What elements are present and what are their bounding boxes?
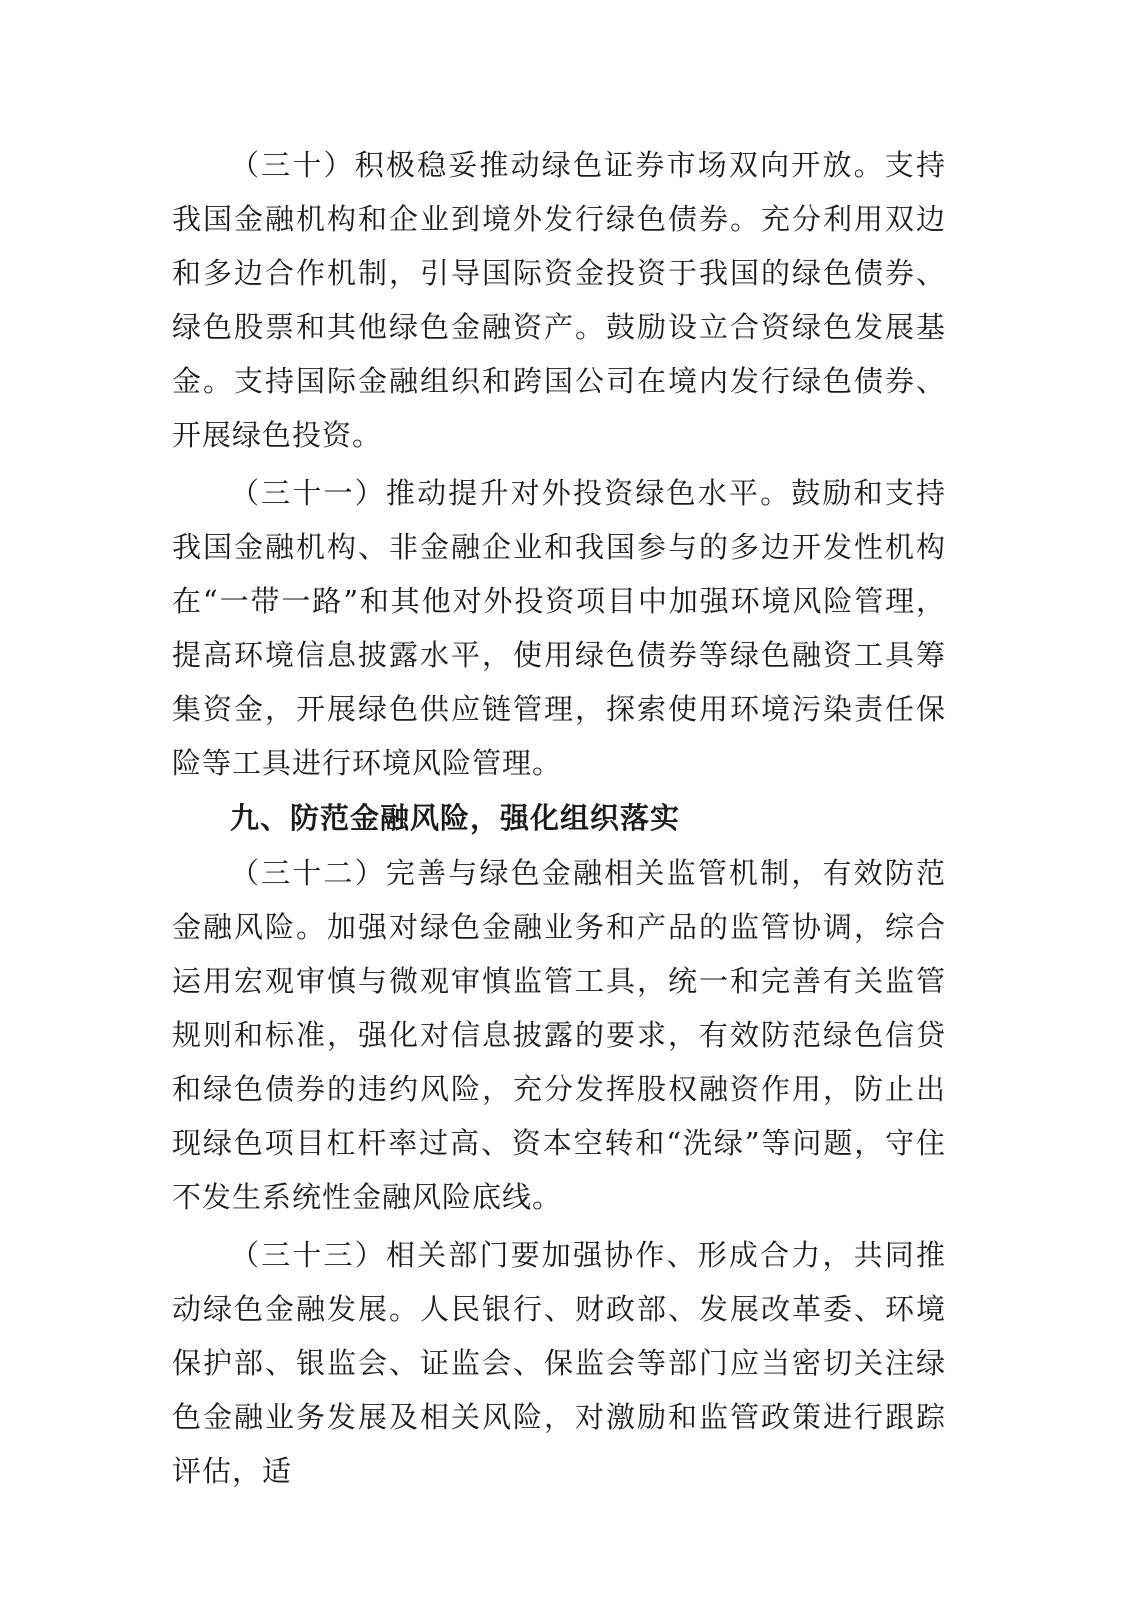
paragraph-thirty-one: （三十一）推动提升对外投资绿色水平。鼓励和支持我国金融机构、非金融企业和我国参与的多边开发性机构在“一带一路”和其他对外投资项目中加强环境风险管理，提高环境信息披露水平，使用绿色债券等绿色融资工具筹集资金，开展绿色供应链管理，探索使用环境污染责任保险等工具进行环境风险管理。 [172,476,946,780]
document-page [172,138,946,1498]
paragraph-thirty: （三十）积极稳妥推动绿色证券市场双向开放。支持我国金融机构和企业到境外发行绿色债券。充分利用双边和多边合作机制，引导国际资金投资于我国的绿色债券、绿色股票和其他绿色金融资产。鼓励设立合资绿色发展基金。支持国际金融组织和跨国公司在境内发行绿色债券、开展绿色投资。 [172,148,946,452]
paragraph-thirty-two: （三十二）完善与绿色金融相关监管机制，有效防范金融风险。加强对绿色金融业务和产品的监管协调，综合运用宏观审慎与微观审慎监管工具，统一和完善有关监管规则和标准，强化对信息披露的要求，有效防范绿色信贷和绿色债券的违约风险，充分发挥股权融资作用，防止出现绿色项目杠杆率过高、资本空转和“洗绿”等问题，守住不发生系统性金融风险底线。 [172,856,946,1214]
section-heading-nine: 九、防范金融风险，强化组织落实 [230,801,681,835]
paragraph-thirty-three: （三十三）相关部门要加强协作、形成合力，共同推动绿色金融发展。人民银行、财政部、发展改革委、环境保护部、银监会、证监会、保监会等部门应当密切关注绿色金融业务发展及相关风险，对激励和监管政策进行跟踪评估，适 [172,1238,946,1488]
